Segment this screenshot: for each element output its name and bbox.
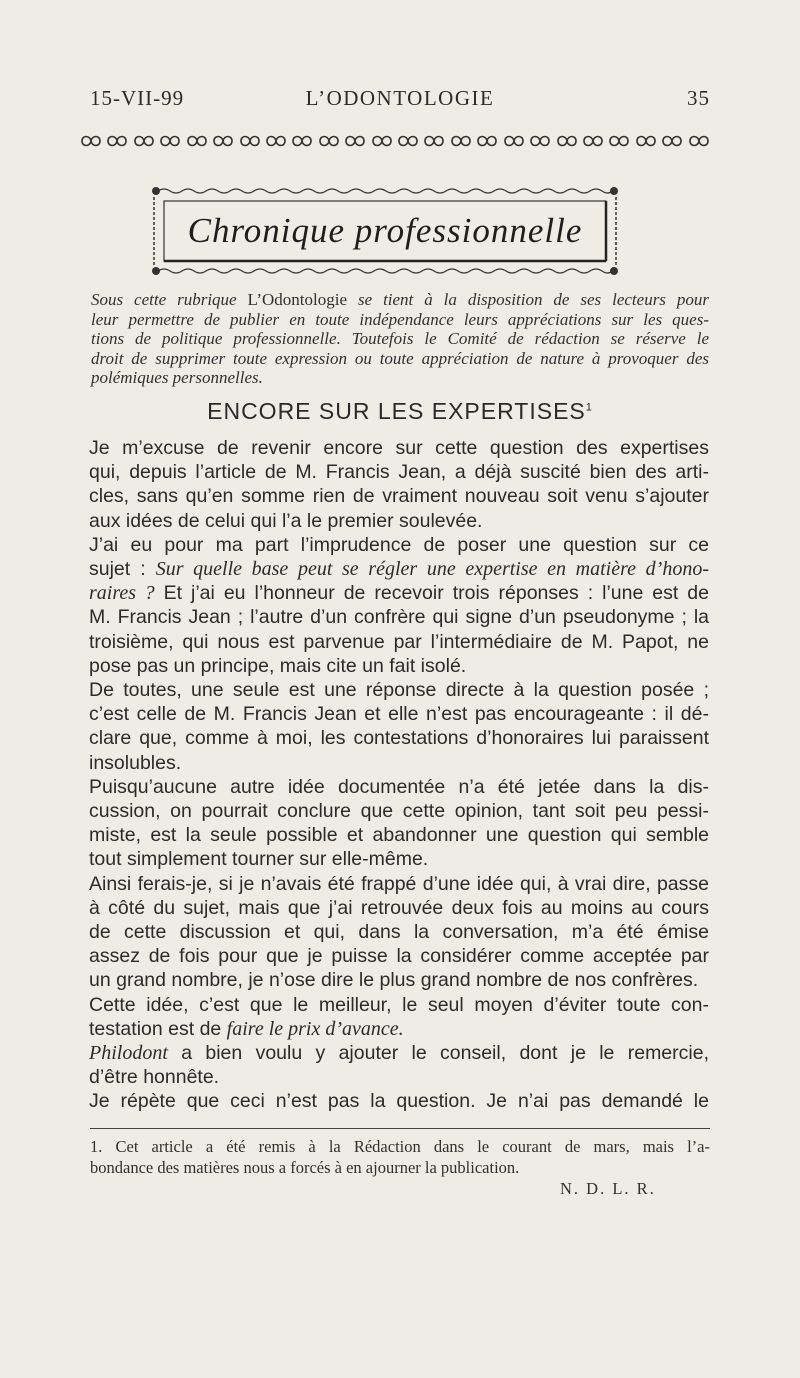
knot-ornament-icon bbox=[212, 133, 234, 149]
text-line: Ainsi ferais-je, si je n’avais été frappé d’une idée qui, à vrai dire, passe bbox=[89, 872, 709, 895]
paragraph: Je répète que ceci n’est pas la question. Je n’ai pas demandé le bbox=[89, 1090, 709, 1113]
text-line: cles, sans qu’en somme rien de vraiment nouveau soit venu s’ajouter bbox=[89, 485, 709, 508]
title-frame bbox=[148, 185, 622, 277]
rubric-intro: Sous cette rubrique L’Odontologie se tient à la disposition de ses lecteurs pour leur permettre de publier en toute indépendance leurs appréciations sur les ques- tions de politique professionnelle. Toutefois le Comité de rédaction se réserve le droit de supprimer toute expression ou toute appréciation de nature à provoquer des polémiques personnelles. bbox=[91, 290, 709, 387]
text-line: c’est celle de M. Francis Jean et elle n’est pas encourageante : il dé- bbox=[89, 703, 709, 726]
knot-ornament-icon bbox=[106, 133, 128, 149]
text-line: assez de fois pour que je puisse la considérer comme acceptée par bbox=[89, 945, 709, 968]
running-head bbox=[90, 86, 710, 116]
text-line: cussion, on pourrait conclure que cette opinion, tant soit peu pessi- bbox=[89, 800, 709, 823]
knot-ornament-icon bbox=[239, 133, 261, 149]
text-line: qui, depuis l’article de M. Francis Jean, a déjà suscité bien des arti- bbox=[89, 461, 709, 484]
knot-ornament-icon bbox=[318, 133, 340, 149]
ornament-band bbox=[80, 133, 710, 155]
knot-ornament-icon bbox=[186, 133, 208, 149]
paragraph bbox=[89, 872, 709, 993]
text-line: de cette discussion et qui, dans la conversation, m’a été émise bbox=[89, 921, 709, 944]
knot-ornament-icon bbox=[503, 133, 525, 149]
knot-ornament-icon bbox=[291, 133, 313, 149]
knot-ornament-icon bbox=[582, 133, 604, 149]
text-line: M. Francis Jean ; l’autre d’un confrère qui signe d’un pseudonyme ; la bbox=[89, 606, 709, 629]
paragraph bbox=[89, 678, 709, 775]
text-line: miste, est la seule possible et abandonner une question qui semble bbox=[89, 824, 709, 847]
text-line: tout simplement tourner sur elle-même. bbox=[89, 848, 429, 871]
text-line: Je m’excuse de revenir encore sur cette question des expertises bbox=[89, 437, 709, 459]
knot-ornament-icon bbox=[688, 133, 710, 149]
article-body bbox=[89, 436, 709, 1114]
knot-ornament-icon bbox=[371, 133, 393, 149]
knot-ornament-icon bbox=[556, 133, 578, 149]
text-line: pose pas un principe, mais cite un fait isolé. bbox=[89, 654, 467, 677]
knot-ornament-icon bbox=[661, 133, 683, 149]
knot-ornament-icon bbox=[450, 133, 472, 149]
issue-date: 15-VII-99 bbox=[90, 86, 185, 110]
knot-ornament-icon bbox=[159, 133, 181, 149]
page-number: 35 bbox=[687, 86, 710, 110]
footnote-rule bbox=[90, 1128, 710, 1129]
text-line: De toutes, une seule est une réponse directe à la question posée ; bbox=[89, 679, 709, 702]
footnote: 1. Cet article a été remis à la Rédaction dans le courant de mars, mais l’a- bondance des matières nous a forcés à en ajourner la publication. N. D. L. R. bbox=[90, 1137, 710, 1198]
text-line: insolubles. bbox=[89, 751, 182, 774]
knot-ornament-icon bbox=[529, 133, 551, 149]
article-title: ENCORE SUR LES EXPERTISES$^1$ bbox=[207, 398, 593, 424]
knot-ornament-icon bbox=[608, 133, 630, 149]
text-line: clare que, comme à moi, les contestations d’honoraires lui paraissent bbox=[89, 727, 709, 750]
journal-name: L’ODONTOLOGIE bbox=[305, 86, 495, 110]
knot-ornament-icon bbox=[265, 133, 287, 149]
paragraph: Philodont a bien voulu y ajouter le conseil, dont je le remercie, d’être honnête. bbox=[89, 1042, 709, 1089]
footnote-mark: 1 bbox=[585, 401, 593, 414]
rubric-title: Chronique professionnelle bbox=[187, 211, 583, 250]
knot-ornament-icon bbox=[423, 133, 445, 149]
knot-ornament-icon bbox=[476, 133, 498, 149]
paragraph bbox=[89, 775, 709, 872]
knot-ornament-icon bbox=[344, 133, 366, 149]
text-line: un grand nombre, je n’ose dire le plus grand nombre de nos confrères. bbox=[89, 969, 699, 992]
paragraph: J’ai eu pour ma part l’imprudence de poser une question sur ce sujet : Sur quelle base peut se régler une expertise en matière d’hono- raires ? Et j’ai eu l’honneur de recevoir trois réponses : l’une est de M. Francis Jean ; l’autre d’un confrère qui signe d’un pseudonyme ; la troisième, qui nous est parvenue par l’intermédiaire de M. Papot, ne pose pas un principe, mais cite un fait isolé. bbox=[89, 533, 709, 677]
text-line: troisième, qui nous est parvenue par l’intermédiaire de M. Papot, ne bbox=[89, 630, 709, 653]
text-line: à côté du sujet, mais que j’ai retrouvée deux fois au moins au cours bbox=[89, 896, 709, 919]
paragraph: Cette idée, c’est que le meilleur, le seul moyen d’éviter toute con- testation est de faire le prix d’avance. bbox=[89, 993, 709, 1040]
text-line: aux idées de celui qui l’a le premier soulevée. bbox=[89, 509, 483, 532]
knot-ornament-icon bbox=[80, 133, 102, 149]
text-line: Puisqu’aucune autre idée documentée n’a été jetée dans la dis- bbox=[89, 775, 709, 798]
paragraph bbox=[89, 436, 709, 533]
knot-ornament-icon bbox=[133, 133, 155, 149]
knot-ornament-icon bbox=[397, 133, 419, 149]
editor-signature: N. D. L. R. bbox=[560, 1179, 656, 1198]
knot-ornament-icon bbox=[635, 133, 657, 149]
